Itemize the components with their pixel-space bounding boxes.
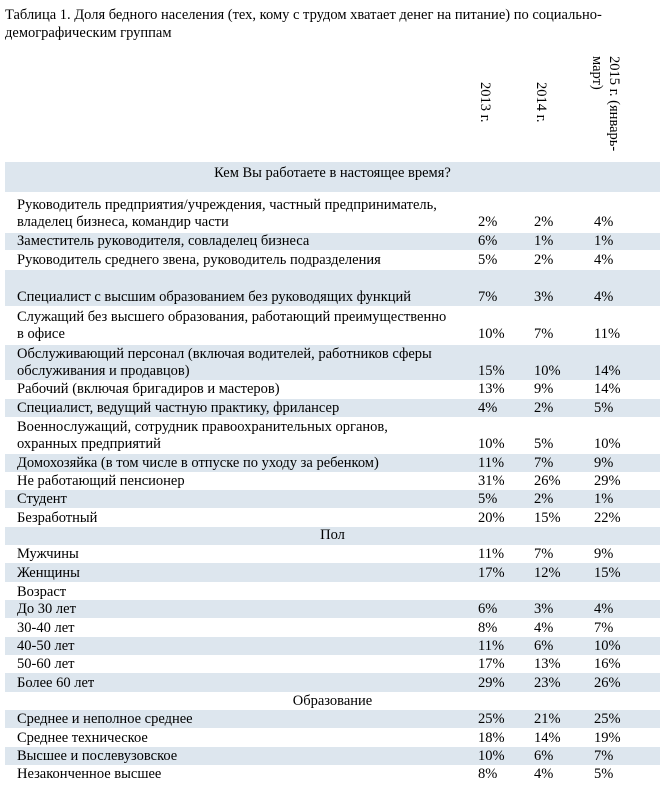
value-2015: 4% (594, 601, 614, 617)
value-2014: 26% (534, 473, 561, 489)
table-caption: Таблица 1. Доля бедного населения (тех, кому с трудом хватает денег на питание) по социально-демографическим группам (5, 7, 602, 41)
table-row (5, 270, 660, 306)
value-2015: 9% (594, 455, 614, 471)
value-2013: 8% (478, 766, 498, 782)
value-2013: 25% (478, 711, 505, 727)
value-2013: 11% (478, 638, 505, 654)
row-label: Руководитель предприятия/учреждения, частный предприниматель, владелец бизнеса, командир части (17, 197, 437, 230)
value-2014: 7% (534, 455, 554, 471)
row-label: Заместитель руководителя, совладелец бизнеса (17, 233, 310, 249)
table-row (5, 454, 660, 472)
value-2015: 26% (594, 675, 621, 691)
value-2013: 10% (478, 748, 505, 764)
table-row (5, 472, 660, 490)
value-2013: 15% (478, 363, 505, 379)
row-label: Незаконченное высшее (17, 766, 162, 782)
row-label: 40-50 лет (17, 638, 75, 654)
value-2014: 9% (534, 381, 554, 397)
value-2015: 7% (594, 748, 614, 764)
value-2013: 13% (478, 381, 505, 397)
value-2015: 7% (594, 620, 614, 636)
value-2013: 11% (478, 546, 505, 562)
table-row (5, 399, 660, 417)
value-2015: 15% (594, 565, 621, 581)
value-2015: 1% (594, 491, 614, 507)
table-row (5, 600, 660, 618)
table-row (5, 490, 660, 508)
table-row (5, 673, 660, 692)
row-label: Служащий без высшего образования, работающий преимущественно в офисе (17, 309, 447, 342)
section-sex: Пол (5, 527, 660, 545)
row-label: Студент (17, 491, 67, 507)
row-label: Среднее и неполное среднее (17, 711, 193, 727)
section-work: Кем Вы работаете в настоящее время? (5, 162, 660, 192)
value-2014: 2% (534, 491, 554, 507)
value-2013: 11% (478, 455, 505, 471)
row-label: До 30 лет (17, 601, 76, 617)
value-2014: 15% (534, 510, 561, 526)
value-2015: 11% (594, 326, 621, 342)
value-2013: 6% (478, 601, 498, 617)
section-age: Возраст (17, 584, 67, 600)
value-2014: 4% (534, 620, 554, 636)
value-2015: 4% (594, 289, 614, 305)
value-2015: 10% (594, 638, 621, 654)
table-row (5, 710, 660, 728)
table-row (5, 545, 660, 563)
value-2015: 9% (594, 546, 614, 562)
value-2014: 2% (534, 252, 554, 268)
value-2014: 6% (534, 748, 554, 764)
value-2013: 5% (478, 491, 498, 507)
value-2015: 10% (594, 436, 621, 452)
value-2013: 4% (478, 400, 498, 416)
row-label: Рабочий (включая бригадиров и мастеров) (17, 381, 280, 397)
table-row (5, 195, 660, 231)
table-row (5, 252, 660, 269)
value-2013: 18% (478, 730, 505, 746)
table-row (5, 345, 660, 380)
value-2013: 6% (478, 233, 498, 249)
value-2015: 25% (594, 711, 621, 727)
value-2014: 14% (534, 730, 561, 746)
value-2015: 5% (594, 400, 614, 416)
value-2014: 10% (534, 363, 561, 379)
value-2015: 29% (594, 473, 621, 489)
value-2014: 21% (534, 711, 561, 727)
row-label: Руководитель среднего звена, руководитель подразделения (17, 252, 381, 268)
value-2015: 1% (594, 233, 614, 249)
value-2013: 17% (478, 656, 505, 672)
section-education: Образование (292, 693, 373, 709)
value-2014: 5% (534, 436, 554, 452)
row-label: Более 60 лет (17, 675, 95, 691)
table-row (5, 655, 660, 673)
table-row (5, 729, 660, 747)
table-row (5, 637, 660, 655)
value-2015: 14% (594, 381, 621, 397)
value-2013: 29% (478, 675, 505, 691)
value-2014: 7% (534, 326, 554, 342)
table-row (5, 563, 660, 582)
value-2014: 3% (534, 289, 554, 305)
row-label: Военнослужащий, сотрудник правоохранительных органов, охранных предприятий (17, 419, 388, 452)
table-row (5, 619, 660, 637)
value-2014: 12% (534, 565, 561, 581)
value-2014: 2% (534, 214, 554, 230)
row-label: 50-60 лет (17, 656, 75, 672)
value-2013: 17% (478, 565, 505, 581)
row-label: Мужчины (17, 546, 79, 562)
table-row (5, 509, 660, 527)
row-label: Не работающий пенсионер (17, 473, 185, 489)
value-2013: 31% (478, 473, 505, 489)
row-label: 30-40 лет (17, 620, 75, 636)
value-2014: 13% (534, 656, 561, 672)
value-2015: 4% (594, 252, 614, 268)
value-2013: 20% (478, 510, 505, 526)
row-label: Специалист, ведущий частную практику, фрилансер (17, 400, 340, 416)
table-row (5, 765, 660, 783)
value-2014: 3% (534, 601, 554, 617)
table-row (5, 308, 660, 343)
column-header-2014: 2014 г. (533, 82, 549, 123)
value-2014: 23% (534, 675, 561, 691)
value-2015: 19% (594, 730, 621, 746)
value-2014: 2% (534, 400, 554, 416)
table-row (5, 381, 660, 398)
table-row (5, 418, 660, 453)
value-2013: 8% (478, 620, 498, 636)
value-2013: 10% (478, 326, 505, 342)
row-label: Домохозяйка (в том числе в отпуске по уходу за ребенком) (17, 455, 379, 471)
value-2015: 5% (594, 766, 614, 782)
column-header-2015: 2015 г. (январь- март) (589, 56, 622, 152)
row-label: Женщины (17, 565, 80, 581)
row-label: Специалист с высшим образованием без руководящих функций (17, 289, 412, 305)
value-2013: 2% (478, 214, 498, 230)
value-2013: 5% (478, 252, 498, 268)
value-2014: 4% (534, 766, 554, 782)
row-label: Безработный (17, 510, 98, 526)
value-2014: 7% (534, 546, 554, 562)
table-row (5, 747, 660, 765)
row-label: Среднее техническое (17, 730, 148, 746)
value-2015: 22% (594, 510, 621, 526)
column-header-2013: 2013 г. (477, 82, 493, 123)
value-2014: 6% (534, 638, 554, 654)
row-label: Высшее и послевузовское (17, 748, 178, 764)
value-2014: 1% (534, 233, 554, 249)
value-2015: 16% (594, 656, 621, 672)
value-2013: 10% (478, 436, 505, 452)
value-2015: 4% (594, 214, 614, 230)
value-2015: 14% (594, 363, 621, 379)
value-2013: 7% (478, 289, 498, 305)
row-label: Обслуживающий персонал (включая водителей, работников сферы обслуживания и продавцов) (17, 346, 432, 379)
table-row (5, 233, 660, 250)
